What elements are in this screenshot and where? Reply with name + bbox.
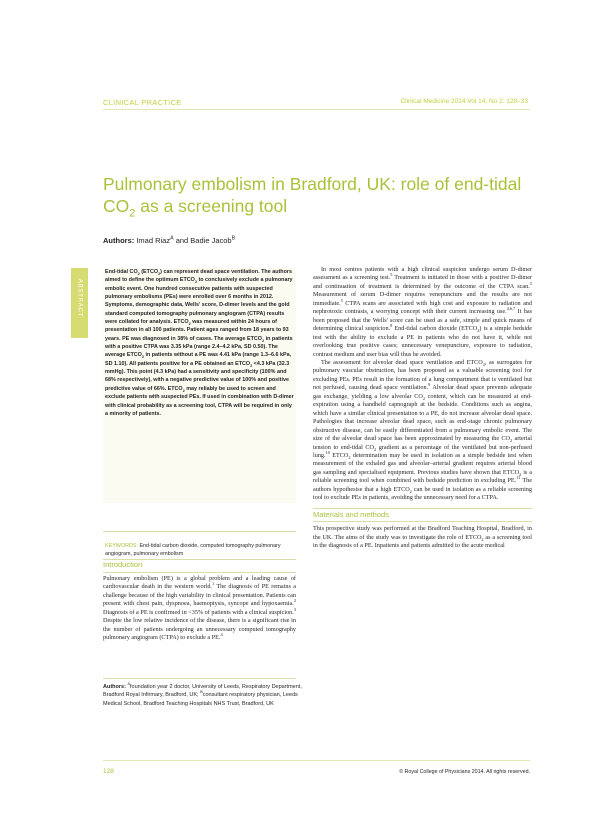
keywords-label: KEYWORDS: [105,543,138,549]
body-paragraph-2: The assessment for alveolar dead space ventilation and $ETCO_2$, as surrogates for pulmonary vascular obstruction, has been proposed as a valuable screening tool for excluding PEs. PEs result in the formation of a lung compartment that is ventilated but not perfused, causing dead space ventilation.$^9$ Alveolar dead space prevents adequate gas exchange, yielding a low alveolar $CO_2$ content, which can be measured at end-expiration using a handheld capnograph at the bedside. Conditions such as angina, which have a similar clinical presentation to a PE, do not increase alveolar dead space. Pathologies that increase alveolar dead space, such as end-stage chronic pulmonary obstructive disease, can be easily differentiated from a pulmonary embolic event. The size of the alveolar dead space has been approximated by measuring the $CO_2$ arterial tension to end-tidal $CO_2$ gradient as a percentage of the ventilated but non-perfused lung.$^{10}$ $ETCO_2$ determination may be used in isolation as a simple bedside test when measurement of the exhaled gas and alveolar–arterial gradient requires arterial blood gas sampling and specialised equipment. Previous studies have shown that $ETCO_2$ is a reliable screening tool when combined with bedside prediction in excluding PE.$^{11}$ The authors hypothesise that a high $ETCO_2$ can be used in isolation as a reliable screening tool to exclude PEs in patients, avoiding the unnecessary need for a CTPA. [313,358,533,502]
affiliations-label: Authors: [103,684,126,690]
abstract-tab [71,268,88,338]
abstract-rule [103,531,296,532]
methods-rule-bottom [313,521,532,522]
affiliation-rule [103,678,296,679]
introduction-text: Pulmonary embolism (PE) is a global problem and a leading cause of cardiovascular death in the western world.$^1$ The diagnosis of PE remains a challenge because of the high variability in clinical presentation. Patients can present with chest pain, dyspnoea, haemoptysis, syncope and hypoxaemia.$^2$ Diagnosis of a PE is confirmed in <35% of patients with a clinical suspicion.$^3$ Despite the low relative incidence of the disease, there is a significant rise in the number of patients undergoing an unnecessary computed tomography pulmonary angiogram (CTPA) to exclude a PE.$^4$ [103,575,296,642]
authors-names: Imad Riaz$^A$ and Badie Jacob$^B$ [136,235,236,245]
abstract-text: End-tidal $CO_2$ $(ETCO_2)$ can represent dead space ventilation. The authors aimed to define the optimum $ETCO_2$ to conclusively exclude a pulmonary embolic event. One hundred consecutive patients with suspected pulmonary embolisms (PEs) were enrolled over 6 months in 2012. Symptoms, demographic data, Wells' score, D-dimer levels and the gold standard computed tomography pulmonary angiogram (CTPA) results were collated for analysis. $ETCO_2$ was measured within 24 hours of presentation in all 100 patients. Patient ages ranged from 18 years to 93 years. PE was diagnosed in 38% of cases. The average $ETCO_2$ in patients with a positive CTPA was 3.35 kPa (range 2.4–4.2 kPa, SD 0.50). The average $ETCO_2$ in patients without a PE was 4.41 kPa (range 1.3–6.6 kPa, SD 1.10). All patients positive for a PE obtained an $ETCO_2 <4.3$ kPa (32.3 mmHg). This point (4.3 kPa) had a sensitivity and specificity (100% and 68% respectively), with a negative predictive value of 100% and positive predictive value of 66%. $ETCO_2$ may reliably be used to screen and exclude patients with suspected PEs. If used in combination with D-dimer with clinical probability as a screening tool, CTPA will be required in only a minority of patients. [105,269,294,417]
footer-rule [103,760,530,761]
section-label: CLINICAL PRACTICE [103,98,182,107]
right-column [313,266,532,551]
copyright: © Royal College of Physicians 2014. All rights reserved. [399,769,530,775]
article-title: Pulmonary embolism in Bradford, UK: role of end-tidal $CO_2$ as a screening tool [103,174,522,220]
journal-citation: Clinical Medicine 2014 Vol 14, No 2: 128–33 [400,98,528,105]
authors-label: Authors: [103,236,135,245]
page-number: 128 [103,768,114,775]
body-paragraph-3: This prospective study was performed at the Bradford Teaching Hospital, Bradford, in the UK. The aims of the study was to investigate the role of $ETCO_2$ as a screening tool in the diagnosis of a PE. Inpatients and patients admitted to the acute medical [313,525,533,550]
introduction-heading: Introduction [103,560,143,569]
header-rule [103,109,530,110]
keywords [105,542,295,559]
methods-heading: Materials and methods [313,509,389,519]
keywords-list: End-tidal carbon dioxide, computed tomography pulmonary angiogram, pulmonary embolism [105,543,281,558]
abstract-tab-label: ABSTRACT [76,278,83,318]
authors-line [103,236,235,245]
body-paragraph-1: In most centres patients with a high clinical suspicion undergo serum D-dimer assessment as a screening test.$^5$ Treatment is initiated in those with a positive D-dimer and continuation of treatment is determined by the outcome of the CTPA scan.$^5$ Measurement of serum D-dimer requires venepuncture and the results are not immediate.$^5$ CTPA scans are associated with high cost and exposure to radiation and nephrotoxic contrasts, a worrying concept with their current increasing use.$^{4,6,7}$ It has been proposed that the Wells' score can be used as a safe, simple and quick means of determining clinical suspicion.$^8$ End-tidal carbon dioxide $(ETCO_2)$ is a simple bedside test with the ability to exclude a PE in patients who do not have it, while not overlooking true positive cases; unnecessary venepuncture, exposure to radiation, contrast medium and user bias will thus be avoided. [313,266,532,358]
affiliations: Authors: $^A$foundation year 2 doctor, University of Leeds, Respiratory Department, Bradford Royal Infirmary, Bradford, UK; $^B$consultant respiratory physician, Leeds Medical School, Bradford Teaching Hospitals NHS Trust, Bradford, UK [103,682,302,707]
intro-rule-bottom [103,572,296,573]
